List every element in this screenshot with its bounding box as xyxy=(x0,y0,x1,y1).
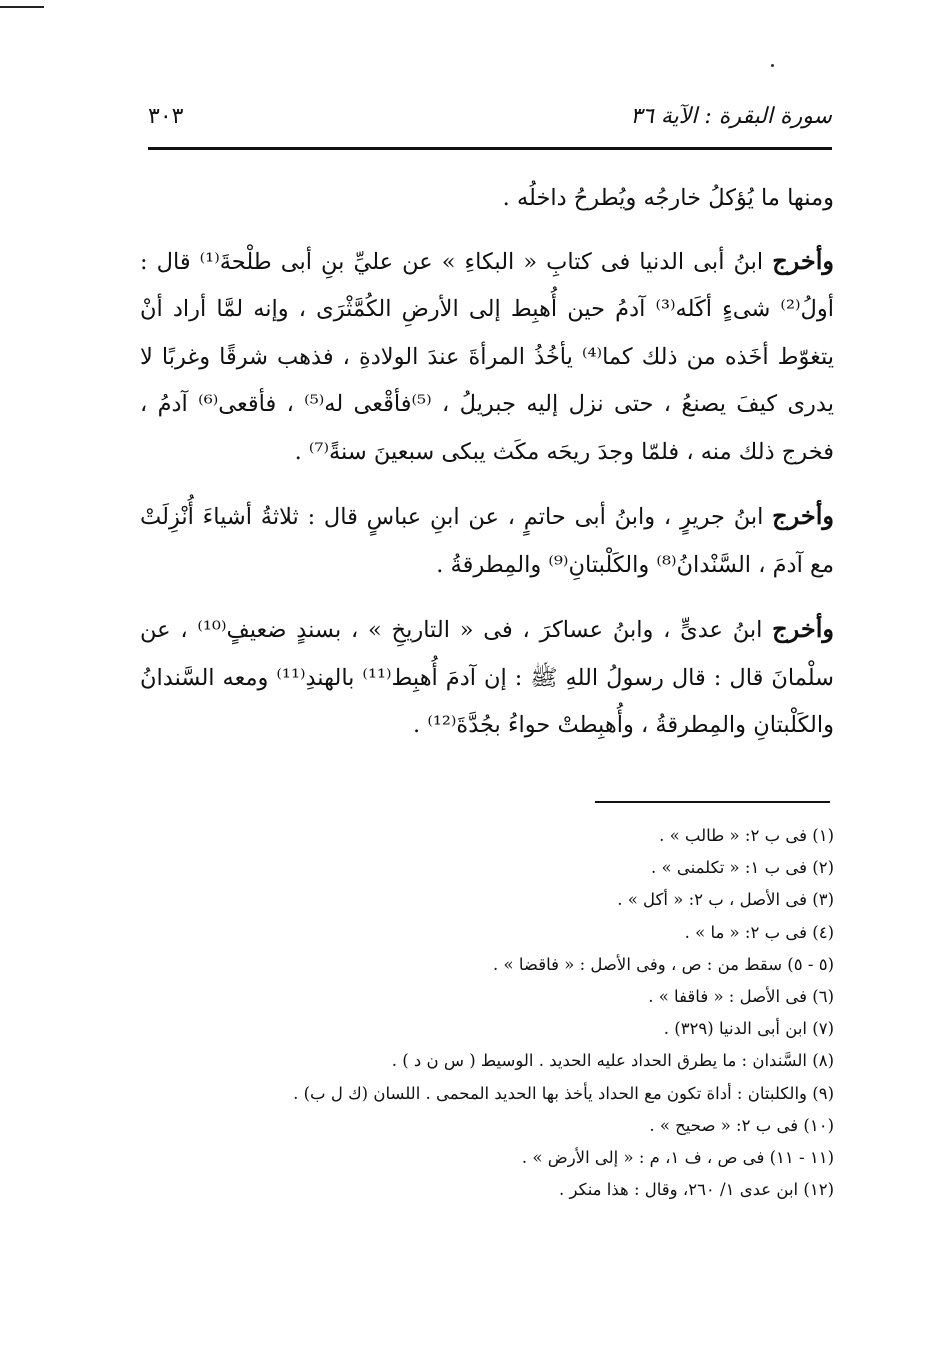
footnote-4: (٤) فى ب ٢: « ما » . xyxy=(684,922,834,942)
page-number: ٣٠٣ xyxy=(148,103,184,129)
running-header xyxy=(148,94,832,138)
main-text xyxy=(140,175,834,766)
paragraph-1 xyxy=(140,175,834,223)
footnote-2: (٢) فى ب ١: « تكلمنى » . xyxy=(651,858,834,878)
footnote-12: (١٢) ابن عدى ١/ ٢٦٠، وقال : هذا منكر . xyxy=(558,1180,834,1200)
footnotes-list xyxy=(134,820,834,1206)
paragraph-lead: وأخرج xyxy=(772,501,834,530)
header-rule xyxy=(148,147,832,150)
footnote-8: (٨) السَّندان : ما يطرق الحداد عليه الحديد . الوسيط ( س ن د ) . xyxy=(391,1051,834,1071)
footnote-6: (٦) فى الأصل : « فاقفا » . xyxy=(648,987,834,1007)
scan-edge-mark xyxy=(0,6,44,8)
footnote-7: (٧) ابن أبى الدنيا (٣٢٩) . xyxy=(663,1019,834,1039)
footnote-11: (١١ - ١١) فى ص ، ف ١، م : « إلى الأرض » . xyxy=(521,1148,834,1168)
footnote-1: (١) فى ب ٢: « طالب » . xyxy=(659,826,834,845)
footnote-3: (٣) فى الأصل ، ب ٢: « أكل » . xyxy=(617,890,834,910)
footnote-10: (١٠) فى ب ٢: « صحيح » . xyxy=(649,1115,834,1135)
footnote-9: (٩) والكلبتان : أداة تكون مع الحداد يأخذ بها الحديد المحمى . اللسان (ك ل ب) . xyxy=(293,1083,834,1103)
paragraph-lead: وأخرج xyxy=(772,245,835,275)
paragraph-2 xyxy=(140,237,834,477)
footnote-separator xyxy=(595,801,830,803)
paragraph-4 xyxy=(140,605,834,750)
paragraph-text: ابنُ عدىٍّ ، وابنُ عساكرَ ، فى « التاريخِ » ، بسندٍ ضعيفٍ⁽¹⁰⁾ ، عن سلْمانَ قال : قال رسولُ اللهِ ﷺ : إن آدمَ أُهبِط⁽¹¹⁾ بالهندِ⁽¹¹⁾ ومعه السَّندانُ والكَلْبتانِ والمِطرقةُ ، وأُهبِطتْ حواءُ بجُدَّةَ⁽¹²⁾ . xyxy=(140,617,835,738)
paragraph-text: ومنها ما يُؤكلُ خارجُه ويُطرحُ داخلُه . xyxy=(502,185,834,211)
header-title: سورة البقرة : الآية ٣٦ xyxy=(630,103,832,129)
paragraph-text: ابنُ جريرٍ ، وابنُ أبى حاتمٍ ، عن ابنِ عباسٍ قال : ثلاثةُ أشياءَ أُنْزِلَتْ مع آدمَ ، السَّنْدانُ⁽⁸⁾ والكَلْبتانِ⁽⁹⁾ والمِطرقةُ . xyxy=(140,504,834,578)
paragraph-text: ابنُ أبى الدنيا فى كتابِ « البكاءِ » عن عليِّ بنِ أبى طلْحةَ⁽¹⁾ قال : أولُ⁽²⁾ شىءٍ أكَله⁽³⁾ آدمُ حين أُهبِط إلى الأرضِ الكُمَّثْرَى ، وإنه لمَّا أراد أنْ يتغوّط أخَذه من ذلك كما⁽⁴⁾ يأخُذُ المرأةَ عندَ الولادةِ ، فذهب شرقًا وغربًا لا يدرى كيفَ يصنعُ ، حتى نزل إليه جبريلُ ، ⁽⁵⁾فأقْعى له⁽⁵⁾ ، فأقعى⁽⁶⁾ آدمُ ، فخرج ذلك منه ، فلمّا وجدَ ريحَه مكَث يبكى سبعينَ سنةً⁽⁷⁾ . xyxy=(140,248,834,465)
paragraph-lead: وأخرج xyxy=(772,614,834,643)
page-speck xyxy=(771,64,774,67)
paragraph-3 xyxy=(140,492,834,589)
footnote-5: (٥ - ٥) سقط من : ص ، وفى الأصل : « فاقضا » . xyxy=(493,954,834,974)
